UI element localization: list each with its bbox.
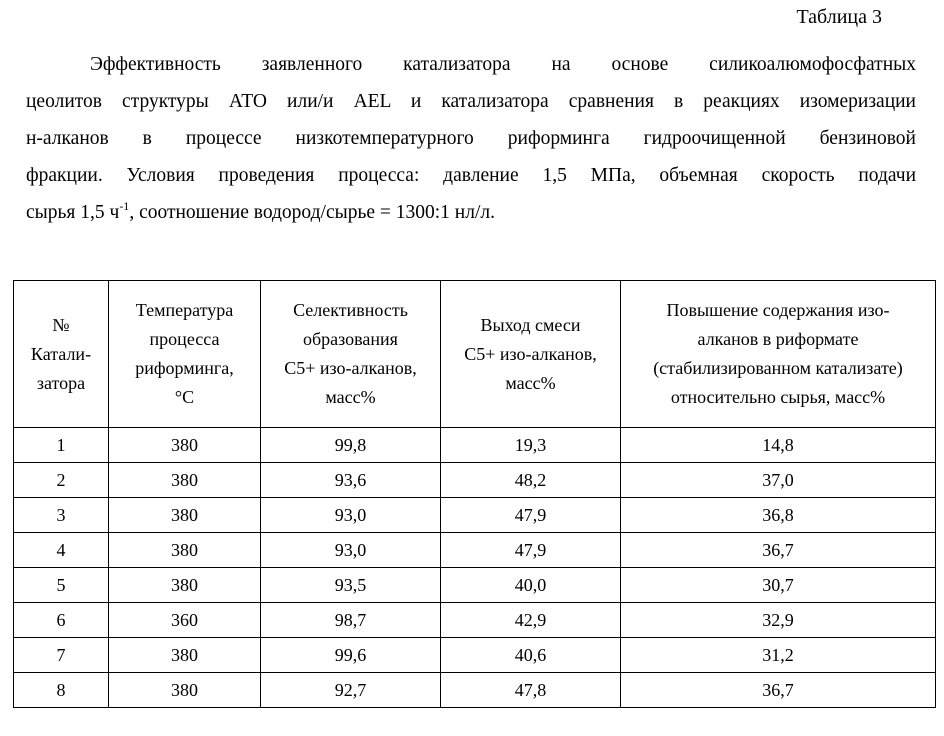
cell-selectivity: 98,7 — [261, 603, 441, 638]
cell-yield: 40,6 — [441, 638, 621, 673]
cell-selectivity: 93,0 — [261, 533, 441, 568]
caption-superscript: -1 — [119, 199, 130, 213]
cell-temperature: 380 — [109, 463, 261, 498]
caption-text: сырья 1,5 ч — [26, 202, 120, 223]
cell-isoalkane-increase: 32,9 — [621, 603, 936, 638]
table-row — [14, 638, 936, 673]
header-line: Выход смеси — [480, 314, 581, 335]
header-line: масс% — [505, 372, 556, 393]
header-line: Селективность — [293, 300, 408, 320]
caption-text: , соотношение водород/сырье = 1300:1 нл/л. — [129, 202, 495, 223]
results-table — [13, 280, 936, 708]
cell-selectivity: 93,0 — [261, 498, 441, 533]
cell-yield: 40,0 — [441, 568, 621, 603]
cell-catalyst-number: 2 — [14, 463, 109, 498]
cell-temperature: 380 — [109, 568, 261, 603]
table-number-label: Таблица 3 — [796, 6, 882, 28]
table-row — [14, 498, 936, 533]
header-yield — [441, 281, 621, 428]
header-line: Температура — [135, 300, 234, 320]
cell-isoalkane-increase: 36,7 — [621, 673, 936, 708]
caption-line: Эффективность заявленного катализатора на основе силикоалюмофосфатных — [90, 54, 916, 75]
cell-yield: 47,9 — [441, 498, 621, 533]
cell-selectivity: 93,5 — [261, 568, 441, 603]
cell-catalyst-number: 6 — [14, 603, 109, 638]
header-line: № — [52, 314, 70, 335]
cell-isoalkane-increase: 14,8 — [621, 428, 936, 463]
cell-yield: 42,9 — [441, 603, 621, 638]
cell-temperature: 380 — [109, 638, 261, 673]
cell-isoalkane-increase: 36,8 — [621, 498, 936, 533]
header-line: С5+ изо-алканов, — [464, 343, 597, 364]
cell-selectivity: 99,6 — [261, 638, 441, 673]
cell-yield: 48,2 — [441, 463, 621, 498]
cell-isoalkane-increase: 31,2 — [621, 638, 936, 673]
cell-yield: 19,3 — [441, 428, 621, 463]
table-row — [14, 533, 936, 568]
header-line: (стабилизированном катализате) — [653, 358, 903, 378]
caption-line: н-алканов в процессе низкотемпературного риформинга гидроочищенной бензиновой — [26, 128, 916, 149]
header-selectivity — [261, 281, 441, 428]
header-line: затора — [36, 372, 86, 393]
cell-catalyst-number: 3 — [14, 498, 109, 533]
header-line: масс% — [325, 387, 376, 407]
cell-yield: 47,9 — [441, 533, 621, 568]
cell-temperature: 380 — [109, 498, 261, 533]
cell-selectivity: 93,6 — [261, 463, 441, 498]
header-line: образования — [303, 329, 398, 349]
table-row — [14, 428, 936, 463]
cell-isoalkane-increase: 37,0 — [621, 463, 936, 498]
cell-isoalkane-increase: 30,7 — [621, 568, 936, 603]
header-line: Катали- — [30, 343, 92, 364]
cell-catalyst-number: 4 — [14, 533, 109, 568]
cell-temperature: 380 — [109, 673, 261, 708]
header-line: С5+ изо-алканов, — [284, 358, 417, 378]
header-line: Повышение содержания изо- — [666, 300, 890, 320]
header-line: относительно сырья, масс% — [670, 387, 886, 407]
header-temperature — [109, 281, 261, 428]
header-row — [14, 281, 936, 428]
cell-temperature: 380 — [109, 428, 261, 463]
cell-catalyst-number: 7 — [14, 638, 109, 673]
table-row — [14, 568, 936, 603]
table-caption — [26, 46, 916, 231]
cell-temperature: 360 — [109, 603, 261, 638]
cell-catalyst-number: 1 — [14, 428, 109, 463]
header-isoalkane-increase — [621, 281, 936, 428]
cell-selectivity: 99,8 — [261, 428, 441, 463]
cell-selectivity: 92,7 — [261, 673, 441, 708]
header-line: риформинга, — [135, 358, 234, 378]
caption-line: фракции. Условия проведения процесса: давление 1,5 МПа, объемная скорость подачи — [26, 165, 916, 186]
caption-line: цеолитов структуры АТО или/и AEL и катализатора сравнения в реакциях изомеризации — [26, 91, 916, 112]
header-line: °С — [174, 387, 195, 407]
cell-isoalkane-increase: 36,7 — [621, 533, 936, 568]
cell-yield: 47,8 — [441, 673, 621, 708]
cell-catalyst-number: 8 — [14, 673, 109, 708]
header-line: алканов в риформате — [697, 329, 859, 349]
header-catalyst-number — [14, 281, 109, 428]
table-row — [14, 463, 936, 498]
table-row — [14, 603, 936, 638]
cell-catalyst-number: 5 — [14, 568, 109, 603]
caption-line — [26, 194, 916, 231]
header-line: процесса — [149, 329, 220, 349]
table-row — [14, 673, 936, 708]
cell-temperature: 380 — [109, 533, 261, 568]
